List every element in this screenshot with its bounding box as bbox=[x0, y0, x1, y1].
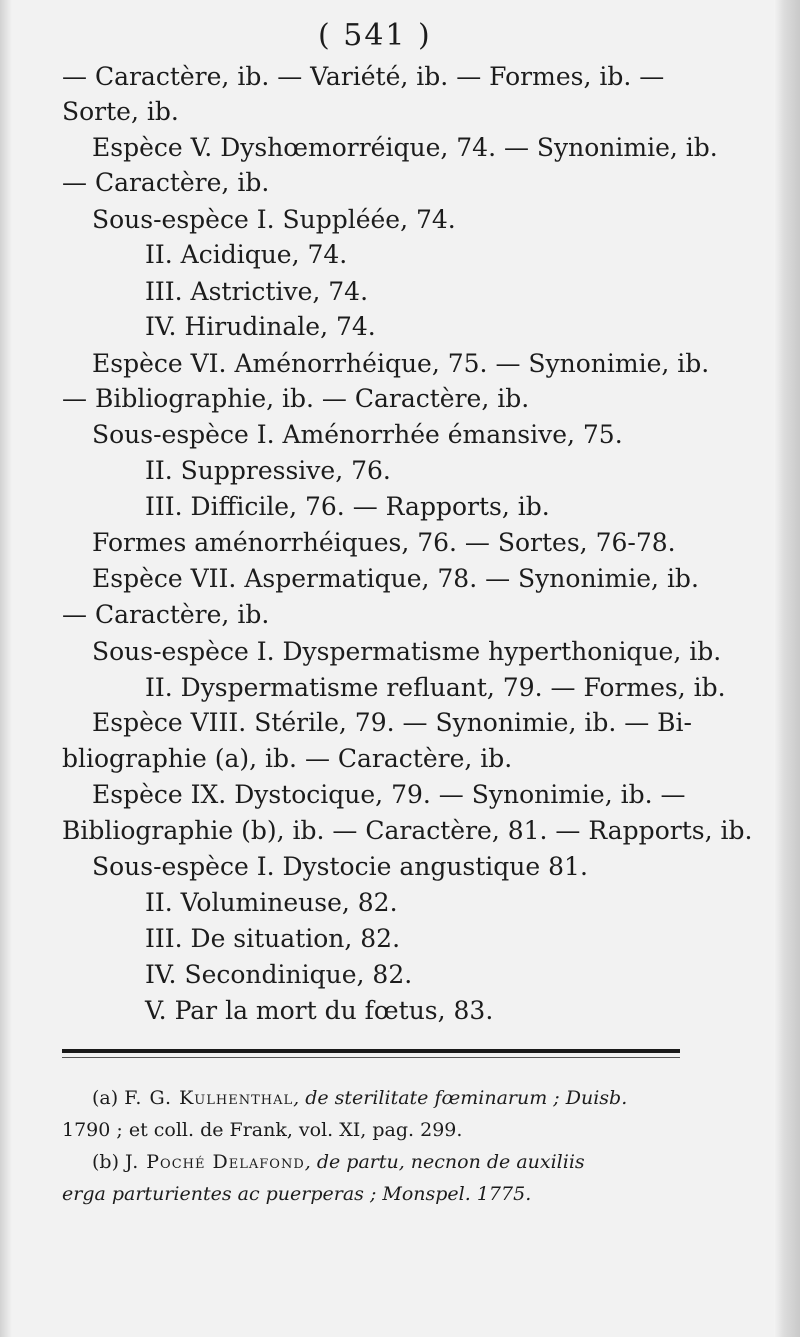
footnote-b-line1: (b) J. Poché Delafond, de partu, necnon de auxiliis bbox=[92, 1151, 585, 1173]
index-line: III. De situation, 82. bbox=[145, 924, 401, 953]
index-line: II. Acidique, 74. bbox=[145, 240, 348, 269]
page-number: ( 541 ) bbox=[318, 18, 432, 53]
index-line: III. Difficile, 76. — Rapports, ib. bbox=[145, 492, 550, 521]
footnote-a-line1: (a) F. G. Kulhenthal, de sterilitate fœminarum ; Duisb. bbox=[92, 1087, 628, 1109]
index-line: IV. Hirudinale, 74. bbox=[145, 312, 376, 341]
index-line: bliographie (a), ib. — Caractère, ib. bbox=[62, 744, 513, 773]
index-line: — Caractère, ib. bbox=[62, 168, 270, 197]
index-line: Espèce VI. Aménorrhéique, 75. — Synonimie, ib. bbox=[92, 349, 710, 378]
index-line: Sous-espèce I. Dyspermatisme hyperthonique, ib. bbox=[92, 637, 722, 666]
footnote-rule-thin bbox=[62, 1057, 680, 1058]
index-line: Sous-espèce I. Aménorrhée émansive, 75. bbox=[92, 420, 623, 449]
footnote-a-line2: 1790 ; et coll. de Frank, vol. XI, pag. 299. bbox=[62, 1119, 463, 1141]
page-gutter-shadow bbox=[0, 0, 12, 1337]
index-line: Sorte, ib. bbox=[62, 97, 179, 126]
index-line: — Bibliographie, ib. — Caractère, ib. bbox=[62, 384, 530, 413]
index-line: Formes aménorrhéiques, 76. — Sortes, 76-78. bbox=[92, 528, 676, 557]
index-line: Espèce VII. Aspermatique, 78. — Synonimie, ib. bbox=[92, 564, 699, 593]
index-line: III. Astrictive, 74. bbox=[145, 277, 369, 306]
index-line: II. Suppressive, 76. bbox=[145, 456, 391, 485]
index-line: V. Par la mort du fœtus, 83. bbox=[145, 996, 494, 1025]
index-line: Espèce V. Dyshœmorréique, 74. — Synonimie, ib. bbox=[92, 133, 718, 162]
index-line: Espèce IX. Dystocique, 79. — Synonimie, ib. — bbox=[92, 780, 686, 809]
index-line: Sous-espèce I. Dystocie angustique 81. bbox=[92, 852, 588, 881]
page-edge bbox=[774, 0, 800, 1337]
index-line: II. Volumineuse, 82. bbox=[145, 888, 398, 917]
index-line: IV. Secondinique, 82. bbox=[145, 960, 413, 989]
footnote-rule bbox=[62, 1049, 680, 1053]
index-line: Bibliographie (b), ib. — Caractère, 81. — Rapports, ib. bbox=[62, 816, 753, 845]
index-line: Espèce VIII. Stérile, 79. — Synonimie, ib. — Bi- bbox=[92, 708, 692, 737]
index-line: Sous-espèce I. Suppléée, 74. bbox=[92, 205, 456, 234]
footnote-b-line2: erga parturientes ac puerperas ; Monspel. 1775. bbox=[62, 1183, 532, 1205]
index-line: — Caractère, ib. — Variété, ib. — Formes, ib. — bbox=[62, 62, 665, 91]
index-line: II. Dyspermatisme refluant, 79. — Formes, ib. bbox=[145, 673, 726, 702]
index-line: — Caractère, ib. bbox=[62, 600, 270, 629]
